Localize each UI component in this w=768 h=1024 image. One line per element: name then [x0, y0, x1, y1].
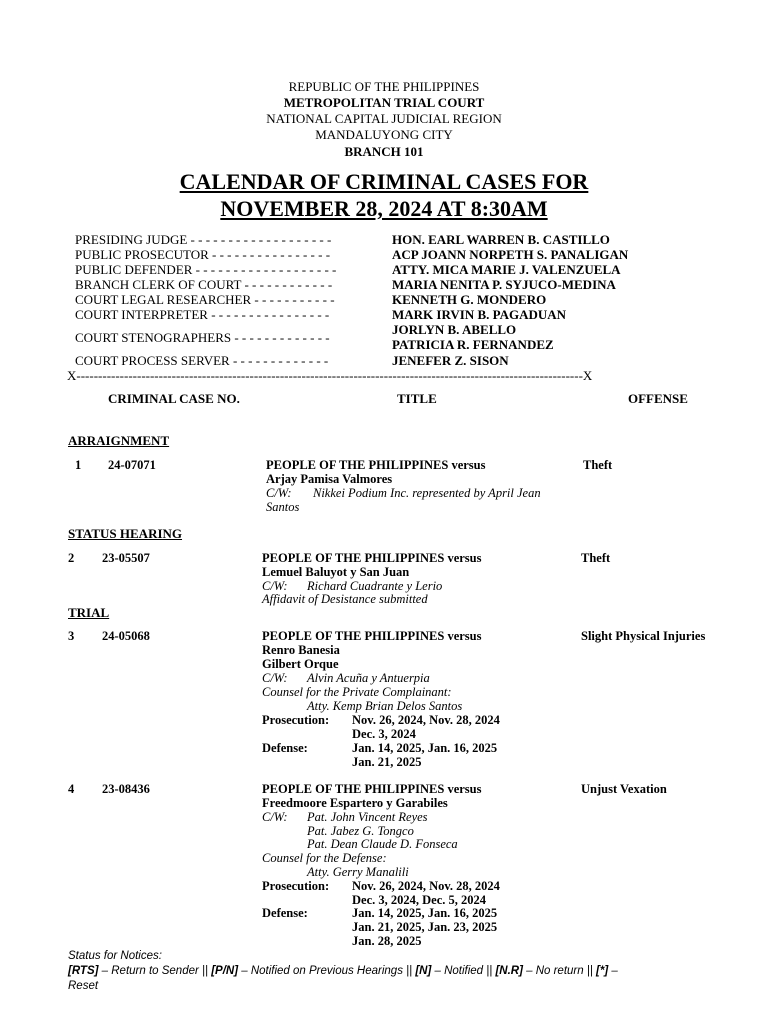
cw-label: C/W: — [262, 810, 288, 824]
header-court: METROPOLITAN TRIAL COURT — [283, 95, 485, 110]
complaining-witness-cont: Santos — [266, 500, 300, 514]
defense-dates: Jan. 14, 2025, Jan. 16, 2025 — [352, 906, 498, 920]
cw-label: C/W: — [266, 486, 292, 500]
column-header-offense: OFFENSE — [628, 391, 688, 406]
counsel-name: Atty. Kemp Brian Delos Santos — [307, 699, 463, 713]
case-title: PEOPLE OF THE PHILIPPINES versus — [262, 782, 482, 796]
case-title: PEOPLE OF THE PHILIPPINES versus — [266, 458, 486, 472]
accused-name: Renro Banesia — [262, 643, 340, 657]
section-heading-trial: TRIAL — [68, 605, 110, 620]
case-docket-no: 24-05068 — [102, 629, 150, 643]
header-region: NATIONAL CAPITAL JUDICIAL REGION — [266, 111, 502, 126]
complaining-witness: Alvin Acuña y Antuerpia — [307, 671, 430, 685]
role-stenographers: COURT STENOGRAPHERS - - - - - - - - - - - - - — [75, 330, 330, 345]
name-presiding-judge: HON. EARL WARREN B. CASTILLO — [392, 232, 610, 247]
complaining-witness: Nikkei Podium Inc. represented by April Jean — [313, 486, 541, 500]
role-interpreter: COURT INTERPRETER - - - - - - - - - - - - - - - - — [75, 307, 330, 322]
separator-line: X---------------------------------------------------------------------------------------------------------------------X — [67, 368, 593, 383]
counsel-label: Counsel for the Private Complainant: — [262, 685, 452, 699]
name-branch-clerk: MARIA NENITA P. SYJUCO-MEDINA — [392, 277, 616, 292]
document-title-line2: NOVEMBER 28, 2024 AT 8:30AM — [220, 196, 548, 221]
name-process-server: JENEFER Z. SISON — [392, 353, 509, 368]
role-legal-researcher: COURT LEGAL RESEARCHER - - - - - - - - - - - — [75, 292, 335, 307]
role-process-server: COURT PROCESS SERVER - - - - - - - - - - - - - — [75, 353, 329, 368]
case-offense: Theft — [583, 458, 613, 472]
section-heading-status-hearing: STATUS HEARING — [68, 526, 183, 541]
case-number: 1 — [75, 458, 82, 472]
case-note: Affidavit of Desistance submitted — [262, 592, 428, 606]
cw-label: C/W: — [262, 671, 288, 685]
prosecution-label: Prosecution: — [262, 879, 330, 893]
case-docket-no: 24-07071 — [108, 458, 156, 472]
prosecution-dates: Nov. 26, 2024, Nov. 28, 2024 — [352, 713, 500, 727]
case-docket-no: 23-05507 — [102, 551, 150, 565]
case-title: PEOPLE OF THE PHILIPPINES versus — [262, 629, 482, 643]
document-title-line1: CALENDAR OF CRIMINAL CASES FOR — [179, 169, 589, 194]
name-legal-researcher: KENNETH G. MONDERO — [392, 292, 547, 307]
role-presiding-judge: PRESIDING JUDGE - - - - - - - - - - - - - - - - - - - — [75, 232, 332, 247]
accused-name: Lemuel Baluyot y San Juan — [262, 565, 410, 579]
header-city: MANDALUYONG CITY — [315, 127, 453, 142]
cw-label: C/W: — [262, 579, 288, 593]
counsel-name: Atty. Gerry Manalili — [307, 865, 409, 879]
defense-dates: Jan. 28, 2025 — [352, 934, 422, 948]
accused-name: Freedmoore Espartero y Garabiles — [262, 796, 448, 810]
name-interpreter: MARK IRVIN B. PAGADUAN — [392, 307, 567, 322]
complaining-witness: Pat. Jabez G. Tongco — [307, 824, 414, 838]
prosecution-dates: Nov. 26, 2024, Nov. 28, 2024 — [352, 879, 500, 893]
role-public-defender: PUBLIC DEFENDER - - - - - - - - - - - - - - - - - - - — [75, 262, 337, 277]
counsel-label: Counsel for the Defense: — [262, 851, 387, 865]
complaining-witness: Richard Cuadrante y Lerio — [307, 579, 443, 593]
defense-dates: Jan. 21, 2025, Jan. 23, 2025 — [352, 920, 498, 934]
defense-dates: Jan. 14, 2025, Jan. 16, 2025 — [352, 741, 498, 755]
case-offense: Unjust Vexation — [581, 782, 667, 796]
role-public-prosecutor: PUBLIC PROSECUTOR - - - - - - - - - - - - - - - - — [75, 247, 331, 262]
column-header-case-no: CRIMINAL CASE NO. — [108, 391, 240, 406]
defense-dates: Jan. 21, 2025 — [352, 755, 422, 769]
column-header-title: TITLE — [397, 391, 437, 406]
role-branch-clerk: BRANCH CLERK OF COURT - - - - - - - - - - - - — [75, 277, 333, 292]
case-docket-no: 23-08436 — [102, 782, 150, 796]
case-title: PEOPLE OF THE PHILIPPINES versus — [262, 551, 482, 565]
case-number: 4 — [68, 782, 75, 796]
section-heading-arraignment: ARRAIGNMENT — [68, 433, 170, 448]
notice-legend-line2: Reset — [68, 980, 99, 992]
complaining-witness: Pat. John Vincent Reyes — [307, 810, 428, 824]
notice-legend-line1: [RTS] – Return to Sender || [P/N] – Notified on Previous Hearings || [N] – Notified || [N.R] – No return || [*] – — [68, 965, 618, 977]
name-public-prosecutor: ACP JOANN NORPETH S. PANALIGAN — [392, 247, 629, 262]
header-branch: BRANCH 101 — [344, 144, 424, 159]
case-number: 3 — [68, 629, 75, 643]
complaining-witness: Pat. Dean Claude D. Fonseca — [307, 837, 458, 851]
accused-name: Arjay Pamisa Valmores — [266, 472, 393, 486]
case-offense: Slight Physical Injuries — [581, 629, 706, 643]
name-stenographer-2: PATRICIA R. FERNANDEZ — [392, 337, 554, 352]
case-offense: Theft — [581, 551, 611, 565]
prosecution-dates: Dec. 3, 2024 — [352, 727, 416, 741]
prosecution-label: Prosecution: — [262, 713, 330, 727]
prosecution-dates: Dec. 3, 2024, Dec. 5, 2024 — [352, 893, 486, 907]
name-stenographer-1: JORLYN B. ABELLO — [392, 322, 517, 337]
header-republic: REPUBLIC OF THE PHILIPPINES — [288, 79, 480, 94]
defense-label: Defense: — [262, 741, 308, 755]
defense-label: Defense: — [262, 906, 308, 920]
accused-name: Gilbert Orque — [262, 657, 339, 671]
notice-status-label: Status for Notices: — [68, 950, 162, 962]
name-public-defender: ATTY. MICA MARIE J. VALENZUELA — [392, 262, 621, 277]
case-number: 2 — [68, 551, 75, 565]
